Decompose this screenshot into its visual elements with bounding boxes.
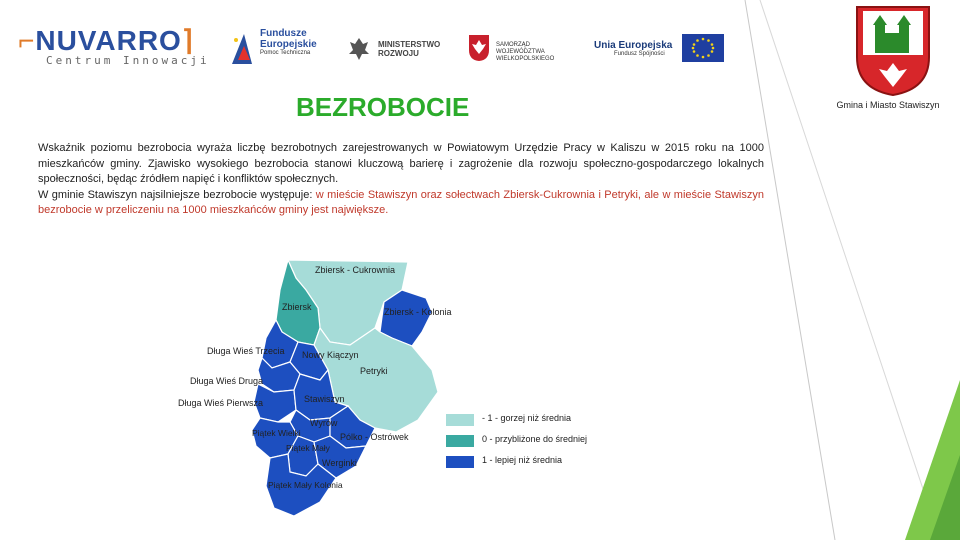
logo-bar	[18, 24, 738, 72]
mr-line2: ROZWOJU	[378, 49, 419, 58]
label-zbiersk-cukrownia: Zbiersk - Cukrownia	[315, 265, 396, 275]
legend-label: - 1 - gorzej niż średnia	[482, 413, 572, 423]
label-werginki: Werginki	[322, 458, 357, 468]
eagle-icon	[348, 36, 370, 62]
sw-line2: WIELKOPOLSKIEGO	[496, 56, 555, 62]
paragraph-1: Wskaźnik poziomu bezrobocia wyraża liczbę bezrobotnych zarejestrowanych w Powiatowym Urzędzie Pracy w Kaliszu w 2015 roku na 1000 mieszkańców gminy. Zjawisko wysokiego bezrobocia stanowi kluczową barierę i zagrożenie dla rozwoju społeczno-gospodarczego lokalnych społeczności, będąc źródłem napięć i konfliktów społecznych.	[38, 142, 764, 185]
unia-europejska-logo	[594, 24, 724, 72]
label-stawiszyn: Stawiszyn	[304, 394, 345, 404]
nuvarro-logo: ⌐NUVARRO⌉ Centrum Innowacji	[18, 25, 210, 67]
label-petryki: Petryki	[360, 366, 388, 376]
stawiszyn-crest-icon	[855, 5, 931, 97]
label-zbiersk-kolonia: Zbiersk - Kolonia	[384, 307, 452, 317]
label-piatek-maly: Piątek Mały	[286, 443, 330, 453]
wielkopolska-crest-icon	[468, 34, 490, 62]
nuvarro-subtitle: Centrum Innowacji	[46, 54, 210, 67]
ue-line1: Unia Europejska	[594, 40, 673, 51]
crest-caption: Gmina i Miasto Stawiszyn	[836, 100, 940, 110]
fe-line2: Europejskie	[260, 39, 317, 50]
legend-item	[442, 434, 642, 448]
ue-line2: Fundusz Spójności	[614, 51, 665, 57]
legend-swatch-worse	[446, 414, 474, 426]
legend-item	[442, 455, 642, 469]
legend-swatch-near	[446, 435, 474, 447]
samorzad-wielkopolska-logo	[468, 24, 578, 72]
label-piatek-wielki: Piątek Wielki	[252, 428, 301, 438]
legend-swatch-better	[446, 456, 474, 468]
label-dluga-wies-druga: Długa Wieś Druga	[190, 376, 264, 386]
mr-line1: MINISTERSTWO	[378, 40, 441, 49]
page-title: BEZROBOCIE	[296, 92, 470, 122]
ministerstwo-rozwoju-logo	[348, 24, 458, 72]
fe-stars-icon	[230, 30, 254, 66]
eu-flag-icon	[682, 34, 724, 62]
paragraph-2-lead: W gminie Stawiszyn najsilniejsze bezrobocie występuje:	[38, 188, 316, 201]
label-nowy-kiaczyn: Nowy Kiączyn	[302, 350, 359, 360]
fe-line3: Pomoc Techniczna	[260, 50, 311, 56]
legend-item	[442, 413, 642, 427]
label-pelka-ostrowek: Pólko - Ostrówek	[340, 432, 409, 442]
label-dluga-wies-pierwsza: Długa Wieś Pierwsza	[178, 398, 264, 408]
fe-line1: Fundusze	[260, 28, 307, 39]
legend-label: 0 - przybliżone do średniej	[482, 434, 588, 444]
legend-label: 1 - lepiej niż średnia	[482, 455, 563, 465]
fundusze-europejskie-logo	[230, 24, 340, 72]
label-piatek-maly-kolonia: Piątek Mały Kolonia	[268, 480, 343, 490]
nuvarro-brand: NUVARRO	[35, 25, 182, 56]
sw-line1: SAMORZĄD WOJEWÓDZTWA	[496, 42, 545, 55]
label-dluga-wies-trzecia: Długa Wieś Trzecia	[207, 346, 285, 356]
label-wyrow: Wyrów	[310, 418, 338, 428]
label-zbiersk: Zbiersk	[282, 302, 312, 312]
paragraph-2-highlight: w mieście Stawiszyn oraz sołectwach Zbiersk-Cukrownia i Petryki, ale w mieście Stawiszyn bezrobocie w przeliczeniu na 1000 mieszkańców gminy jest największe.	[38, 188, 764, 216]
unemployment-map	[170, 250, 470, 520]
description-text	[38, 141, 764, 219]
